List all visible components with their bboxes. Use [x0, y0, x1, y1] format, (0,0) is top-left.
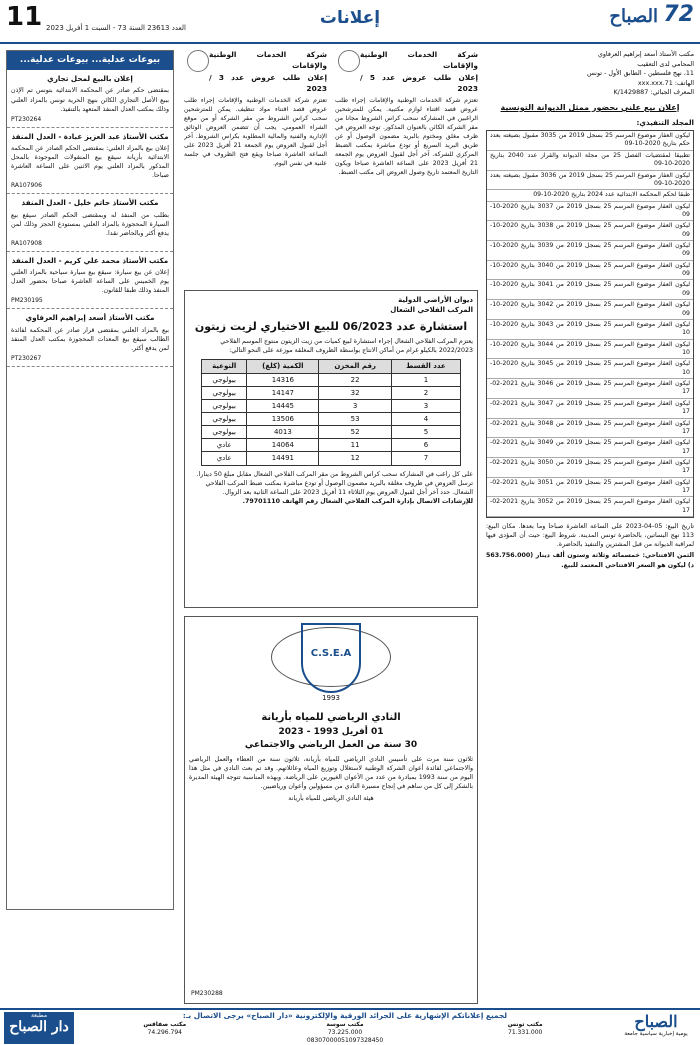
club-subtitle: 30 سنة من العمل الرياضي والاجتماعي: [244, 739, 418, 750]
footer-office: [80, 1021, 250, 1037]
table-cell: 5: [391, 426, 460, 439]
notice-head: إعلان بالبيع لمحل تجاري: [47, 74, 133, 84]
olive-intro: يعتزم المركب الفلاحي الشعال إجراء استشارة لبيع كميات من زيت الزيتون منتوج الموسم الفلاحي 2022/2023 بالكيلو غرام من أماكن الانتاج بواسطة الظروف المغلقة موزعة على النحو التالي:: [220, 338, 473, 355]
tender-3: [184, 50, 327, 282]
table-row: [202, 373, 461, 386]
club-body: ثلاثون سنة مرت على تأسيس النادي الرياضي للمياه بأريانة، ثلاثون سنة من العطاء والعمل الرياضي والاجتماعي لفائدة أعوان الشركة الوطنية لاستغلال وتوزيع المياه وعائلاتهم. وقد تم بعث النادي في مثل هذا اليوم من سنة 1993 بمبادرة من عدد من الأعوان الغيورين على الرياضة. وبهذه المناسبة تتوجه الهيئة المديرة بالشكر إلى كل من ساهم في إنجاح مسيرة النادي من مسؤولين وأعوان ورياضيين.: [189, 755, 473, 790]
auction-row: ليكون العقار موضوع المرسم 25 بسجل 2019 من 3047 بتاريخ 2021-02-17: [487, 399, 693, 419]
list-item: [7, 309, 173, 367]
auction-row: ليكون العقار موضوع المرسم 25 بسجل 2019 من 3052 بتاريخ 2021-02-17: [487, 497, 693, 517]
footer-logo-left-name: دار الصباح: [9, 1019, 69, 1035]
tender-org: شركة الخدمات الوطنية والإقامات: [209, 50, 327, 70]
club-logo: [271, 623, 391, 707]
notice-ref: PT230267: [11, 354, 42, 362]
table-cell: عادي: [202, 452, 247, 465]
notice-head: مكتب الأستاذ حاتم خليل - العدل المنفذ: [21, 198, 159, 208]
table-cell: بيولوجي: [202, 399, 247, 412]
club-ref: PM230288: [191, 990, 223, 998]
footer-logo-left[interactable]: [4, 1012, 74, 1044]
footer-logo-name: الصباح: [634, 1012, 678, 1031]
list-item: [7, 252, 173, 310]
club-year: 1993: [322, 694, 340, 702]
section-title: إعلانات: [319, 8, 381, 28]
notice-head: مكتب الأستاذ عبد العزيز عبادة - العدل المنفذ: [11, 131, 169, 141]
notice-ref: RA107908: [11, 239, 42, 247]
judicial-banner: بيوعات عدلية... بيوعات عدلية...: [7, 51, 173, 70]
olive-contact: للإرشادات الاتصال بإدارة المركب الفلاحي الشعال رقم الهاتف 79701110.: [242, 497, 473, 505]
table-row: [202, 439, 461, 452]
office-name: مكتب صفاقس: [143, 1020, 187, 1028]
tender-org: شركة الخدمات الوطنية والإقامات: [360, 50, 478, 70]
olive-org: ديوان الأراضي الدولية: [398, 296, 473, 304]
footer-logo-right[interactable]: [616, 1012, 696, 1044]
tender-5: [335, 50, 478, 282]
auction-price: الثمن الافتتاحي: خمسمائة وثلاثة وستون ألف دينار (563.756.000 د) ليكون هو السعر الافتتاحي المعتمد للبيع.: [486, 552, 694, 569]
tender-title: إعلان طلب عروض عدد 5 / 2023: [360, 73, 478, 94]
table-cell: 53: [319, 413, 391, 426]
footer-logo-tag: يومية إخبارية سياسية جامعة: [624, 1031, 688, 1037]
office-name: مكتب تونس: [507, 1020, 543, 1028]
footer-contact: [80, 1011, 610, 1045]
table-cell: 32: [319, 386, 391, 399]
auction-row: ليكون العقار موضوع المرسم 25 بسجل 2019 من 3043 بتاريخ 2020-10-10: [487, 320, 693, 340]
seal-icon: [187, 50, 209, 72]
footer-headline: لجميع إعلاناتكم الإشهارية على الجرائد الورقية والإلكترونية «دار الصباح» يرجى الاتصال بـ:: [182, 1011, 508, 1020]
notice-head: مكتب الأستاذ أسعد إبراهيم العرفاوي: [25, 313, 155, 323]
page-footer: [0, 1008, 700, 1045]
logo-number: 72: [663, 2, 694, 27]
seal-icon: [338, 50, 360, 72]
auction-row: ليكون العقار موضوع المرسم 25 بسجل 2019 من 3039 بتاريخ 2020-10-09: [487, 241, 693, 261]
olive-table-header: الكمية (كلغ): [247, 360, 319, 373]
notice-body: بمقتضى حكم صادر عن المحكمة الابتدائية بتونس تم الإذن ببيع الأصل التجاري الكائن بنهج الحرية تونس بالمزاد العلني وذلك بمكتب العدل المنفذ المتعهد بالتنفيذ.: [11, 87, 169, 113]
table-row: [202, 426, 461, 439]
table-cell: 1: [391, 373, 460, 386]
judicial-sales-column: [6, 50, 174, 910]
olive-table-header: رقم المخزن: [319, 360, 391, 373]
table-cell: بيولوجي: [202, 373, 247, 386]
auction-row: ليكون العقار موضوع المرسم 25 بسجل 2019 من 3044 بتاريخ 2020-10-10: [487, 340, 693, 360]
tender-body: تعتزم شركة الخدمات الوطنية والإقامات إجراء طلب عروض قصد اقتناء مواد تنظيف. يمكن للمترشحين سحب كراس الشروط من مقر الشركة أو من موقع الشراء العمومي. يجب أن تتضمن العروض الوثائق الإدارية والفنية والمالية المطلوبة بكراس الشروط. آخر أجل لقبول العروض يوم الجمعة 21 أفريل 2023 على الساعة العاشرة صباحا ويقع فتح الظروف في جلسة علنية في نفس اليوم.: [184, 96, 327, 167]
club-dates: 01 أفريل 1993 - 2023: [278, 726, 384, 737]
table-cell: 13506: [247, 413, 319, 426]
auction-row: ليكون العقار موضوع المرسم 25 بسجل 2019 من 3051 بتاريخ 2021-02-17: [487, 478, 693, 498]
lawyer-name: مكتب الأستاذ أسعد إبراهيم العرفاوي: [597, 50, 694, 58]
table-row: [202, 399, 461, 412]
table-cell: 7: [391, 452, 460, 465]
olive-body: على كل راغب في المشاركة سحب كراس الشروط من مقر المركب الفلاحي الشعال مقابل مبلغ 50 دينارا. ترسل العروض في ظروف مغلقة بالبريد مضمون الوصول أو تودع مباشرة بمكتب ضبط المركب الفلاحي الشعال. حدد آخر أجل لقبول العروض يوم الثلاثاء 11 أفريل 2023 على الساعة الثانية بعد الزوال.: [196, 470, 473, 496]
notices-list: [7, 70, 173, 367]
club-notice: [184, 616, 478, 1004]
olive-table: [201, 359, 461, 465]
tenders-block: [184, 50, 478, 282]
table-cell: بيولوجي: [202, 386, 247, 399]
list-item: [7, 70, 173, 128]
office-name: مكتب سوسة: [326, 1020, 364, 1028]
lawyer-title: المحامي لدى التعقيب: [637, 59, 694, 68]
table-cell: 2: [391, 386, 460, 399]
fiscal-id: المعرف الجبائي: K/1429887: [613, 88, 694, 97]
footer-logo-left-top: مطبعة: [30, 1012, 48, 1019]
lawyer-phone: الهاتف: 71.xxx.xxx: [637, 78, 694, 87]
newspaper-logo[interactable]: [602, 2, 694, 36]
tender-body: تعتزم شركة الخدمات الوطنية والإقامات إجراء طلب عروض قصد اقتناء لوازم مكتبية. يمكن للمترشحين الراغبين في المشاركة سحب كراس الشروط مجانا من مقر الشركة الكائن بالعنوان المذكور. توجه العروض في ظرف مغلق ومختوم بالبريد مضمون الوصول أو عن طريق البريد السريع أو تودع مباشرة بمكتب الضبط المركزي للشركة. آخر أجل لقبول العروض يوم الجمعة 21 أفريل 2023 على الساعة العاشرة صباحا ويكون التاريخ المعتمد تاريخ وصول العروض إلى مكتب الضبط.: [335, 96, 478, 176]
notice-body: إعلان بيع بالمزاد العلني: بمقتضى الحكم الصادر عن المحكمة الابتدائية بأريانة سيقع بيع المنقولات الموجودة بالمحل المذكور بالمزاد العلني يوم الاثنين على الساعة العاشرة صباحا.: [11, 144, 169, 180]
notice-ref: PM230195: [11, 297, 43, 305]
page-number: 11: [6, 2, 43, 32]
office-phone[interactable]: 73.225.000: [327, 1029, 363, 1037]
auction-row: تطبيقا لمقتضيات الفصل 25 من مجلة الديوانة والقرار عدد 2040 بتاريخ 2020-10-09: [487, 151, 693, 171]
table-row: [202, 386, 461, 399]
lawyer-info: [486, 50, 694, 98]
auction-row: ليكون العقار موضوع المرسم 25 بسجل 2019 من 3046 بتاريخ 2021-02-17: [487, 379, 693, 399]
auction-details: تاريخ البيع: 05-04-2023 على الساعة العاشرة صباحا وما بعدها. مكان البيع: 113 نهج البساتين، بالحاضرة تونس المدينة. شروط البيع: حيث أن المؤدى فيها لمراقبة الديوانة من قبل المشترين والتنفيذ بالحاضرة.: [486, 523, 694, 549]
office-phone[interactable]: 74.296.794: [147, 1029, 182, 1037]
table-cell: 14445: [247, 399, 319, 412]
issue-info: العدد 23613 السنة 73 - السبت 1 أفريل 2023: [46, 24, 186, 32]
auction-row: ليكون العقار موضوع المرسم 25 بسجل 2019 من 3045 بتاريخ 2020-10-10: [487, 359, 693, 379]
club-title: النادي الرياضي للمياه بأريانة: [261, 712, 401, 723]
table-cell: 52: [319, 426, 391, 439]
table-cell: 3: [319, 399, 391, 412]
olive-title: استشارة عدد 06/2023 للبيع الاختياري لزيت زيتون: [194, 320, 468, 334]
table-cell: بيولوجي: [202, 413, 247, 426]
auction-row: ليكون العقار موضوع المرسم 25 بسجل 2019 من 3048 بتاريخ 2021-02-17: [487, 419, 693, 439]
club-abbr: C.S.E.A: [310, 648, 352, 659]
auction-row: ليكون العقار موضوع المرسم 25 بسجل 2019 من 3049 بتاريخ 2021-02-17: [487, 438, 693, 458]
footer-office: [440, 1021, 610, 1037]
notice-ref: PT230264: [11, 115, 42, 123]
auction-row: ليكون العقار موضوع المرسم 25 بسجل 2019 من 3050 بتاريخ 2021-02-17: [487, 458, 693, 478]
table-cell: 14147: [247, 386, 319, 399]
auction-row: ليكون العقار موضوع المرسم 25 بسجل 2019 من 3035 مقبول بصيغته بعدد حكم بتاريخ 2020-10-09: [487, 131, 693, 151]
table-cell: 14316: [247, 373, 319, 386]
footer-rib: 08307000051097328450: [306, 1037, 384, 1045]
table-cell: 14491: [247, 452, 319, 465]
table-cell: عادي: [202, 439, 247, 452]
olive-table-header: النوعية: [202, 360, 247, 373]
table-cell: 6: [391, 439, 460, 452]
auction-row: ليكون العقار موضوع المرسم 25 بسجل 2019 من 3036 مقبول بصيغته بعدد 2020-10-09: [487, 171, 693, 191]
footer-offices: [80, 1021, 610, 1037]
olive-org2: المركب الفلاحي الشعال: [390, 306, 473, 315]
olive-oil-notice: [184, 290, 478, 608]
olive-table-header: عدد القسط: [391, 360, 460, 373]
page-header: [0, 0, 700, 44]
list-item: [7, 128, 173, 195]
table-cell: 11: [319, 439, 391, 452]
table-cell: 4013: [247, 426, 319, 439]
auction-row: ليكون العقار موضوع المرسم 25 بسجل 2019 من 3040 بتاريخ 2020-10-09: [487, 261, 693, 281]
table-cell: 4: [391, 413, 460, 426]
table-cell: 22: [319, 373, 391, 386]
notice-body: بطلب من المنفذ له وبمقتضى الحكم الصادر سيقع بيع السيارة المحجوزة بالمزاد العلني بمستودع الحجز وذلك لمن يدفع أكثر وبالحاضر نقدا.: [11, 211, 169, 237]
lawyer-address: 11، نهج فلسطين - الطابق الأول - تونس: [587, 69, 694, 78]
seized-label: المجلد التنفيذي:: [636, 117, 694, 127]
office-phone[interactable]: 71.331.000: [508, 1029, 543, 1037]
table-row: [202, 452, 461, 465]
table-cell: 14064: [247, 439, 319, 452]
auction-row: ليكون العقار موضوع المرسم 25 بسجل 2019 من 3042 بتاريخ 2020-10-09: [487, 300, 693, 320]
logo-name: الصباح: [609, 6, 658, 27]
auction-column: [486, 50, 694, 910]
table-cell: 12: [319, 452, 391, 465]
auction-row: ليكون العقار موضوع المرسم 25 بسجل 2019 من 3037 بتاريخ 2020-10-09: [487, 202, 693, 222]
auction-rows: [486, 130, 694, 518]
notice-ref: RA107906: [11, 182, 42, 190]
tender-title: إعلان طلب عروض عدد 3 / 2023: [209, 73, 327, 94]
auction-row: ليكون العقار موضوع المرسم 25 بسجل 2019 من 3038 بتاريخ 2020-10-09: [487, 221, 693, 241]
footer-office: [260, 1021, 430, 1037]
auction-row: ليكون العقار موضوع المرسم 25 بسجل 2019 من 3041 بتاريخ 2020-10-09: [487, 280, 693, 300]
auction-row: طبقا لحكم المحكمة الابتدائية عدد 2024 بتاريخ 2020-10-09: [487, 190, 693, 201]
list-item: [7, 194, 173, 252]
notice-body: بيع بالمزاد العلني بمقتضى قرار صادر عن المحكمة لفائدة الطالب سيقع بيع المعدات المحجوزة بمكتب العدل المنفذ لمن يدفع أكثر.: [11, 326, 169, 352]
club-sign: هيئة النادي الرياضي للمياه بأريانة: [288, 795, 374, 803]
notice-body: إعلان عن بيع سيارة: سيقع بيع سيارة سياحية بالمزاد العلني يوم الخميس على الساعة العاشرة صباحا بحضور العدل المنفذ وذلك طبقا للقانون.: [11, 269, 169, 295]
table-cell: 3: [391, 399, 460, 412]
auction-title: إعلان بيع علني بحضور ممثل الديوانة التونسية: [500, 103, 680, 113]
notice-head: مكتب الأستاذ محمد علي كريم - العدل المنفذ: [11, 255, 169, 265]
table-cell: بيولوجي: [202, 426, 247, 439]
table-row: [202, 413, 461, 426]
